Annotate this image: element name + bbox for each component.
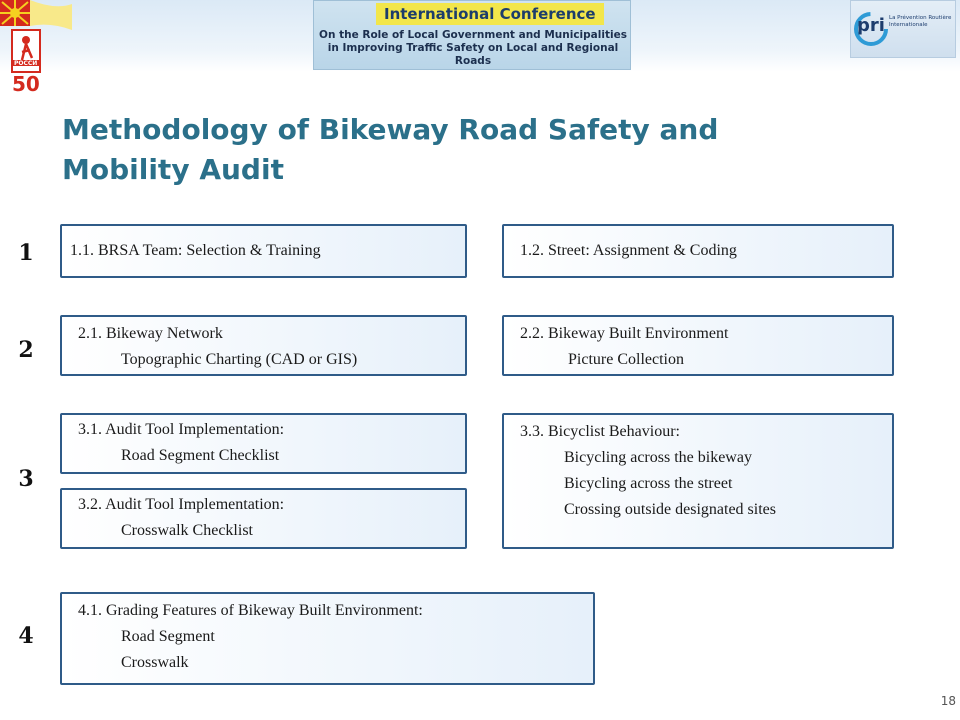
box-line: 4.1. Grading Features of Bikeway Built Environment: <box>78 602 423 619</box>
pri-logo-text <box>889 15 953 29</box>
box-2-1-bikeway-network <box>60 315 467 376</box>
box-line: 1.2. Street: Assignment & Coding <box>520 242 737 259</box>
box-line: Topographic Charting (CAD or GIS) <box>121 351 358 368</box>
box-1-2-street-assignment <box>502 224 894 278</box>
pri-logo-letters: pri <box>857 15 885 36</box>
box-line: Bicycling across the bikeway <box>564 449 752 466</box>
box-line: Crosswalk Checklist <box>121 522 253 539</box>
slide-title-line-2: Mobility Audit <box>62 153 284 186</box>
box-line: Road Segment Checklist <box>121 447 280 464</box>
conference-subtitle <box>314 29 632 68</box>
box-line: 2.1. Bikeway Network <box>78 325 223 342</box>
step-number-1: 1 <box>18 240 34 266</box>
conference-subtitle-line-1: On the Role of Local Government and Municipalities <box>319 29 627 41</box>
box-4-1-grading-features <box>60 592 595 685</box>
box-3-3-bicyclist-behaviour <box>502 413 894 549</box>
logo-posch-subtext: РОССИ <box>14 60 38 67</box>
pri-logo <box>850 0 956 58</box>
box-3-1-road-segment-checklist <box>60 413 467 474</box>
page-number: 18 <box>940 694 956 708</box>
conference-title: International Conference <box>376 3 604 25</box>
logo-50-text: 50 <box>12 72 40 96</box>
box-line: Road Segment <box>121 628 215 645</box>
box-line: 3.2. Audit Tool Implementation: <box>78 496 285 513</box>
box-line: Picture Collection <box>568 351 684 368</box>
box-3-2-crosswalk-checklist <box>60 488 467 549</box>
slide-title-line-1: Methodology of Bikeway Road Safety and <box>62 113 719 146</box>
conference-subtitle-line-2: in Improving Traffic Safety on Local and Regional Roads <box>327 42 619 67</box>
box-line: Crossing outside designated sites <box>564 501 776 518</box>
step-number-3: 3 <box>18 466 34 492</box>
conference-banner <box>313 0 631 70</box>
box-line: 2.2. Bikeway Built Environment <box>520 325 729 342</box>
box-line: 3.3. Bicyclist Behaviour: <box>520 423 680 440</box>
box-2-2-built-environment <box>502 315 894 376</box>
slide-title <box>62 110 822 190</box>
box-line: 1.1. BRSA Team: Selection & Training <box>70 242 321 259</box>
box-line: Bicycling across the street <box>564 475 733 492</box>
posch-50-logo <box>0 0 72 100</box>
step-number-4: 4 <box>18 623 34 649</box>
pri-logo-text-line-2: Internationale <box>889 22 928 28</box>
pri-logo-text-line-1: La Prévention Routière <box>889 15 952 21</box>
step-number-2: 2 <box>18 337 34 363</box>
box-line: 3.1. Audit Tool Implementation: <box>78 421 285 438</box>
box-1-1-brsa-team <box>60 224 467 278</box>
box-line: Crosswalk <box>121 654 189 671</box>
